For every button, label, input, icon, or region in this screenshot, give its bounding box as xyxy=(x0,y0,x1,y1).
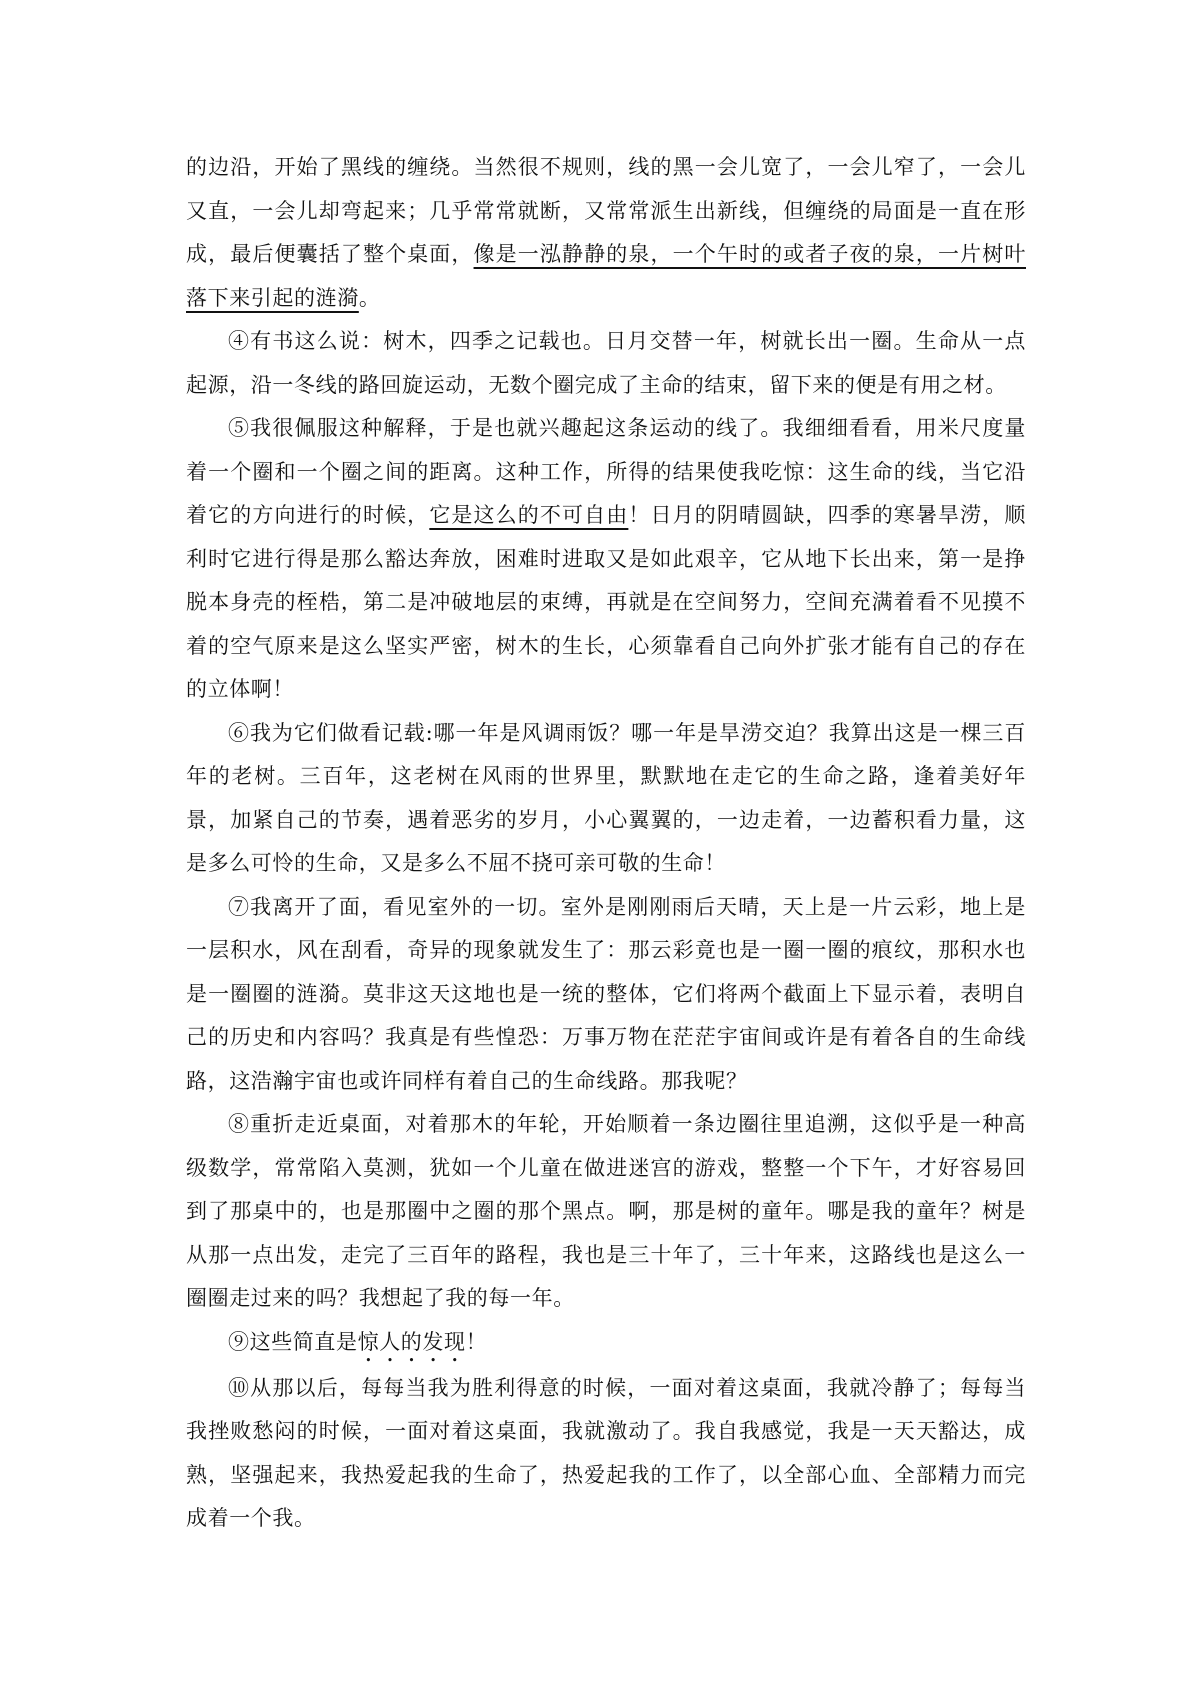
paragraph-4 xyxy=(186,320,1026,407)
text-segment: ！日月的阴晴圆缺，四季的寒暑旱涝，顺利时它进行得是那么豁达奔放，困难时进取又是如此艰辛，它从地下长出来，第一是挣脱本身壳的桎梏，第二是冲破地层的束缚，再就是在空间努力，空间充满着看不见摸不着的空气原来是这么坚实严密，树木的生长，心须靠看自己向外扩张才能有自己的存在的立体啊！ xyxy=(186,503,1026,701)
paragraph-3-continued xyxy=(186,146,1026,320)
text-segment: ！ xyxy=(465,1329,488,1354)
paragraph-8 xyxy=(186,1103,1026,1321)
text-segment: ⑧重折走近桌面，对着那木的年轮，开始顺着一条边圈往里追溯，这似乎是一种高级数学，常常陷入莫测，犹如一个儿童在做进迷宫的游戏，整整一个下午，才好容易回到了那桌中的，也是那圈中之圈的那个黑点。啊，那是树的童年。哪是我的童年？树是从那一点出发，走完了三百年的路程，我也是三十年了，三十年来，这路线也是这么一圈圈走过来的吗？我想起了我的每一年。 xyxy=(186,1112,1026,1310)
text-segment: ⑨这些简直是 xyxy=(228,1329,358,1354)
underlined-phrase: 像是一泓静静的泉，一个午时的或者子夜的泉，一片树叶落下来引起的涟漪 xyxy=(186,242,1026,310)
paragraph-9 xyxy=(186,1321,1026,1367)
text-segment: ④有书这么说：树木，四季之记载也。日月交替一年，树就长出一圈。生命从一点起源，沿一冬线的路回旋运动，无数个圈完成了主命的结束，留下来的便是有用之材。 xyxy=(186,329,1026,397)
text-segment: ⑥我为它们做看记载:哪一年是风调雨饭？哪一年是旱涝交迫？我算出这是一棵三百年的老树。三百年，这老树在风雨的世界里，默默地在走它的生命之路，逢着美好年景，加紧自己的节奏，遇着恶劣的岁月，小心翼翼的，一边走着，一边蓄积看力量，这是多么可怜的生命，又是多么不屈不挠可亲可敬的生命！ xyxy=(186,720,1026,875)
paragraph-10 xyxy=(186,1367,1026,1541)
essay-body xyxy=(186,146,1026,1541)
paragraph-6 xyxy=(186,712,1026,886)
text-segment: 。 xyxy=(358,285,381,310)
underlined-phrase: 它是这么的不可自由 xyxy=(429,503,629,527)
text-segment: ⑩从那以后，每每当我为胜利得意的时候，一面对着这桌面，我就冷静了；每每当我挫败愁闷的时候，一面对着这桌面，我就激动了。我自我感觉，我是一天天豁达，成熟，坚强起来，我热爱起我的生命了，热爱起我的工作了，以全部心血、全部精力而完成着一个我。 xyxy=(186,1375,1026,1530)
paragraph-7 xyxy=(186,886,1026,1104)
paragraph-5 xyxy=(186,407,1026,712)
text-segment: 的边沿，开始了黑线的缠绕。当然很不规则，线的黑一会儿宽了，一会儿窄了，一会儿又直，一会儿却弯起来；几乎常常就断，又常常派生出新线，但缠绕的局面是一直在形成，最后便囊括了整个桌面， xyxy=(186,155,1026,266)
text-segment: ⑦我离开了面，看见室外的一切。室外是刚刚雨后天晴，天上是一片云彩，地上是一层积水，风在刮看，奇异的现象就发生了：那云彩竟也是一圈一圈的痕纹，那积水也是一圈圈的涟漪。莫非这天这地也是一统的整体，它们将两个截面上下显示着，表明自己的历史和内容吗？我真是有些惶恐：万事万物在茫茫宇宙间或许是有着各自的生命线路，这浩瀚宇宙也或许同样有着自己的生命线路。那我呢？ xyxy=(186,894,1026,1093)
text-segment: ⑤我很佩服这种解释，于是也就兴趣起这条运动的线了。我细细看看，用米尺度量着一个圈和一个圈之间的距离。这种工作，所得的结果使我吃惊：这生命的线，当它沿着它的方向进行的时候， xyxy=(186,416,1026,527)
emphasis-dotted-phrase: 惊人的发现 xyxy=(357,1329,466,1354)
